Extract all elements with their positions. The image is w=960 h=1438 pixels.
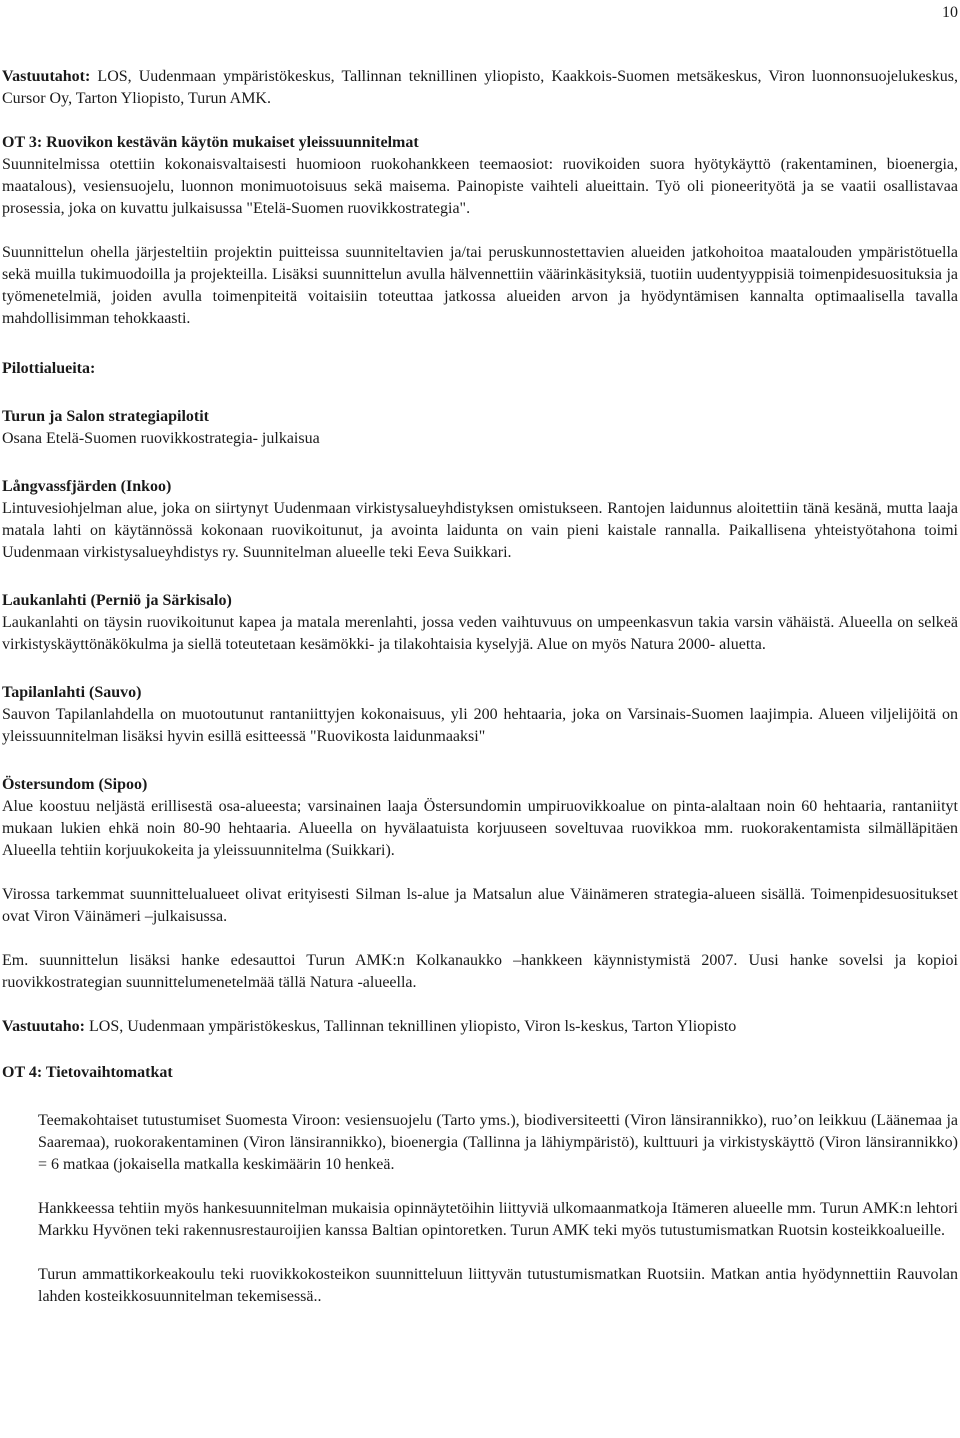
ot3-paragraph: Suunnitelmissa otettiin kokonaisvaltaisesti huomioon ruokohankkeen teemaosiot: ruovikoiden suora hyötykäyttö (rakentaminen, bioenergia, maatalous), vesiensuojelu, luonnon monimuotoisuus sekä maisema. Painopiste vaihteli alueittain. Työ oli pioneerityötä ja se vaatii osallistavaa prosessia, joka on kuvattu julkaisussa "Etelä-Suomen ruovikkostrategia". (2, 156, 958, 217)
responsible-parties-text: LOS, Uudenmaan ympäristökeskus, Tallinnan teknillinen yliopisto, Kaakkois-Suomen metsäkeskus, Viron luonnonsuojelukeskus, Cursor Oy, Tarton Yliopisto, Turun AMK. (2, 68, 958, 107)
planning-paragraph: Suunnittelun ohella järjesteltiin projektin puitteissa suunniteltavien ja/tai peruskunnostettavien alueiden jatkohoitoa maatalouden ympäristötuella sekä muilla tukimuodoilla ja projekteilla. Lisäksi suunnittelun avulla hälvennettiin väärinkäsityksiä, tuotiin uudentyyppisiä toimenpidesuosituksia ja työmenetelmiä, joiden avulla toimenpiteitä voitaisiin toteuttaa jatkossa alueiden arvon ja hyödyntämisen kannalta optimaalisella tavalla mahdollisimman tehokkaasti. (2, 244, 958, 327)
turku-heading: Turun ja Salon strategiapilotit (2, 408, 209, 425)
ostersundom-heading: Östersundom (Sipoo) (2, 776, 148, 793)
responsible-parties-paragraph (2, 66, 958, 110)
laukanlahti-paragraph: Laukanlahti on täysin ruovikoitunut kapea ja matala merenlahti, jossa veden vaihtuvuus on umpeenkasvun takia varsin vähäistä. Alueella on selkeä virkistyskäyttönäkökulma ja siellä toteutetaan kesämökki- ja tilakohtaisia kyselyjä. Alue on myös Natura 2000- aluetta. (2, 614, 958, 653)
responsible-party-paragraph (2, 1016, 958, 1038)
laukanlahti-heading: Laukanlahti (Perniö ja Särkisalo) (2, 592, 232, 609)
ot4-paragraph-1: Teemakohtaiset tutustumiset Suomesta Viroon: vesiensuojelu (Tarto yms.), biodiversiteetti (Viron länsirannikko), ruo’on leikkuu (Läänemaa ja Saaremaa), ruokorakentaminen (Viron länsirannikko), bioenergia (Tallinna ja lähiympäristö), kulttuuri ja virkistyskäyttö (Viron länsirannikko) = 6 matkaa (jokaisella matkalla keskimäärin 10 henkeä. (38, 1112, 958, 1173)
ot4-heading: OT 4: Tietovaihtomatkat (2, 1064, 173, 1081)
langvass-paragraph: Lintuvesiohjelman alue, joka on siirtynyt Uudenmaan virkistysalueyhdistyksen omistukseen. Rantojen laidunnus aloitettiin tänä kesänä, mutta laaja matala lahti on käytännössä kokonaan ruovikoitunut, ja avointa laidunta on vain pieni kaistale rannalla. Paikallisena yhteistyötahona toimi Uudenmaan virkistysalueyhdistys ry. Suunnitelman alueelle teki Eeva Suikkari. (2, 500, 958, 561)
ostersundom-paragraph: Alue koostuu neljästä erillisestä osa-alueesta; varsinainen laaja Östersundomin umpiruovikkoalue on pinta-alaltaan noin 60 hehtaaria, rantaniityt mukaan lukien ehkä noin 80-90 hehtaaria. Alueella on hyvälaatuista korjuuseen soveltuvaa ruovikkoa mm. ruokorakentamista silmälläpitäen Alueella tehtiin korjuukokeita ja yleissuunnitelma (Suikkari). (2, 798, 958, 859)
estonia-paragraph: Virossa tarkemmat suunnittelualueet olivat erityisesti Silman ls-alue ja Matsalun alue Väinämeren strategia-alueen sisällä. Toimenpidesuositukset ovat Viron Väinämeri –julkaisussa. (2, 886, 958, 925)
responsible-party-label: Vastuutaho: (2, 1018, 85, 1035)
document-body (2, 66, 958, 1308)
page-number: 10 (942, 4, 958, 21)
tapilanlahti-heading: Tapilanlahti (Sauvo) (2, 684, 142, 701)
kolkanaukko-paragraph: Em. suunnittelun lisäksi hanke edesauttoi Turun AMK:n Kolkanaukko –hankkeen käynnistymistä 2007. Uusi hanke sovelsi ja kopioi ruovikkostrategian suunnittelumenetelmää tällä Natura -alueella. (2, 952, 958, 991)
ot4-paragraph-2: Hankkeessa tehtiin myös hankesuunnitelman mukaisia opinnäytetöihin liittyviä ulkomaanmatkoja Itämeren alueelle mm. Turun AMK:n lehtori Markku Hyvönen teki rakennusrestauroijien kanssa Baltian opintoretken. Turun AMK teki myös tutustumismatkan Ruotsin kosteikkoalueille. (38, 1200, 958, 1239)
ot3-heading: OT 3: Ruovikon kestävän käytön mukaiset yleissuunnitelmat (2, 134, 419, 151)
tapilanlahti-paragraph: Sauvon Tapilanlahdella on muotoutunut rantaniittyjen kokonaisuus, yli 200 hehtaaria, joka on Varsinais-Suomen laajimpia. Alueen viljelijöitä on yleissuunnitelman lisäksi hyvin esillä esitteessä "Ruovikosta laidunmaaksi" (2, 706, 958, 745)
pilot-areas-heading: Pilottialueita: (2, 360, 96, 377)
responsible-parties-label: Vastuutahot: (2, 68, 91, 85)
turku-paragraph: Osana Etelä-Suomen ruovikkostrategia- julkaisua (2, 430, 320, 447)
langvass-heading: Långvassfjärden (Inkoo) (2, 478, 172, 495)
ot4-paragraph-3: Turun ammattikorkeakoulu teki ruovikkokosteikon suunnitteluun liittyvän tutustumismatkan Ruotsiin. Matkan antia hyödynnettiin Rauvolan lahden kosteikkosuunnitelman tekemisessä.. (38, 1266, 958, 1305)
responsible-party-text: LOS, Uudenmaan ympäristökeskus, Tallinnan teknillinen yliopisto, Viron ls-keskus, Tarton Yliopisto (85, 1018, 737, 1035)
